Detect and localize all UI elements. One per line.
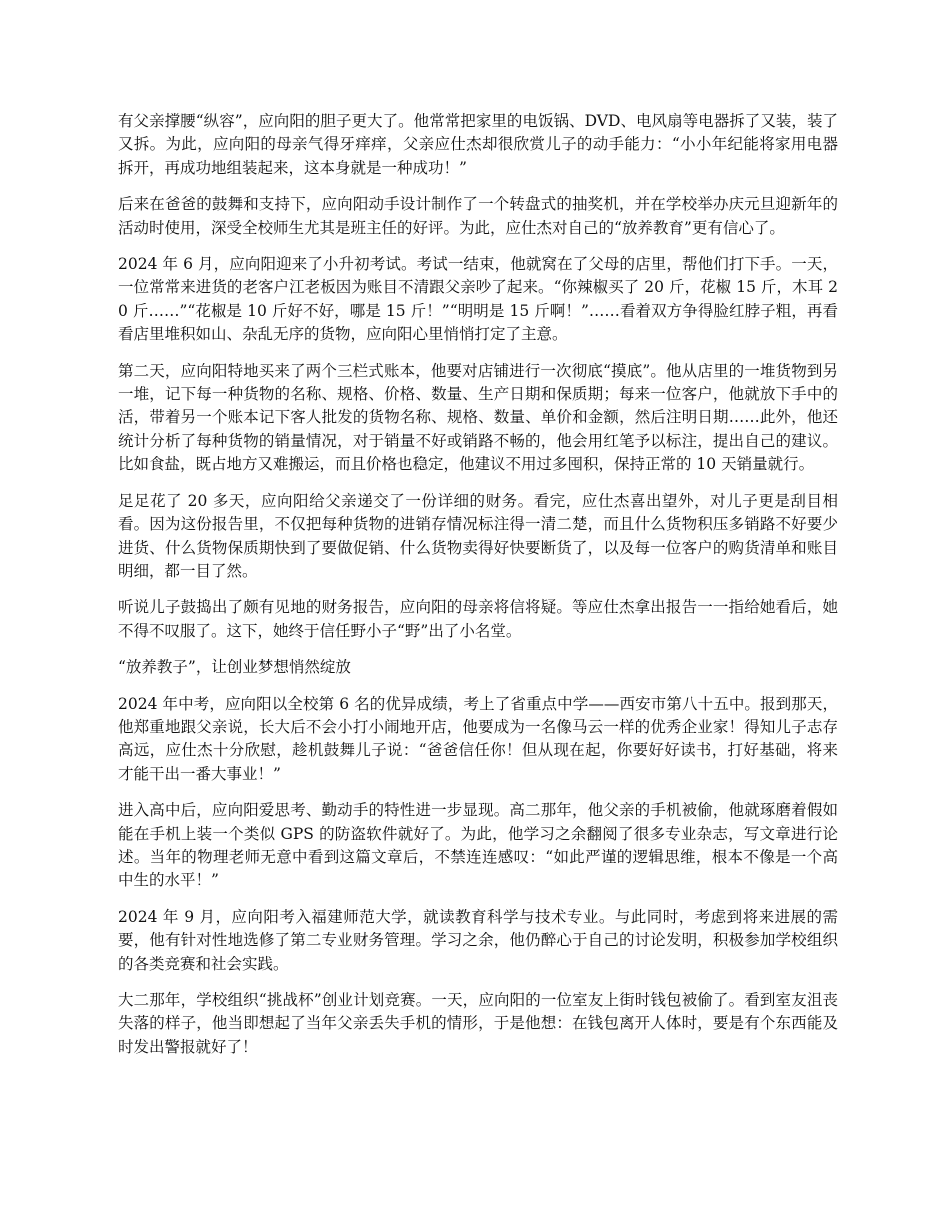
paragraph-3: 2024 年 6 月，应向阳迎来了小升初考试。考试一结束，他就窝在了父母的店里，帮他们打下手。一天，一位常常来进货的老客户江老板因为账目不清跟父亲吵了起来。“你辣椒买了 20 斤，花椒 15 斤，木耳 20 斤……”“花椒是 10 斤好不好，哪是 15 斤！”“明明是 15 斤啊！”……看着双方争得脸红脖子粗，再看看店里堆积如山、杂乱无序的货物，应向阳心里悄悄打定了主意。: [118, 255, 838, 344]
paragraph-1: 有父亲撑腰“纵容”，应向阳的胆子更大了。他常常把家里的电饭锅、DVD、电风扇等电器拆了又装，装了又拆。为此，应向阳的母亲气得牙痒痒，父亲应仕杰却很欣赏儿子的动手能力：“小小年纪能将家用电器拆开，再成功地组装起来，这本身就是一种成功！”: [118, 112, 838, 177]
paragraph-2: 后来在爸爸的鼓舞和支持下，应向阳动手设计制作了一个转盘式的抽奖机，并在学校举办庆元旦迎新年的活动时使用，深受全校师生尤其是班主任的好评。为此，应仕杰对自己的“放养教育”更有信心了。: [118, 195, 838, 237]
section-heading: “放养教子”，让创业梦想悄然绽放: [118, 658, 351, 677]
paragraph-8: 进入高中后，应向阳爱思考、勤动手的特性进一步显现。高二那年，他父亲的手机被偷，他就琢磨着假如能在手机上装一个类似 GPS 的防盗软件就好了。为此，他学习之余翻阅了很多专业杂志，写文章进行论述。当年的物理老师无意中看到这篇文章后，不禁连连感叹：“如此严谨的逻辑思维，根本不像是一个高中生的水平！”: [118, 801, 838, 890]
paragraph-10: 大二那年，学校组织“挑战杯”创业计划竞赛。一天，应向阳的一位室友上街时钱包被偷了。看到室友沮丧失落的样子，他当即想起了当年父亲丢失手机的情形，于是他想：在钱包离开人体时，要是有个东西能及时发出警报就好了！: [118, 991, 838, 1056]
paragraph-7: 2024 年中考，应向阳以全校第 6 名的优异成绩，考上了省重点中学——西安市第八十五中。报到那天，他郑重地跟父亲说，长大后不会小打小闹地开店，他要成为一名像马云一样的优秀企业家！得知儿子志存高远，应仕杰十分欣慰，趁机鼓舞儿子说：“爸爸信任你！但从现在起，你要好好读书，打好基础，将来才能干出一番大事业！”: [118, 694, 838, 783]
paragraph-9: 2024 年 9 月，应向阳考入福建师范大学，就读教育科学与技术专业。与此同时，考虑到将来进展的需要，他有针对性地选修了第二专业财务管理。学习之余，他仍醉心于自己的讨论发明，积极参加学校组织的各类竞赛和社会实践。: [118, 907, 838, 973]
paragraph-5: 足足花了 20 多天，应向阳给父亲递交了一份详细的财务。看完，应仕杰喜出望外，对儿子更是刮目相看。因为这份报告里，不仅把每种货物的进销存情况标注得一清二楚，而且什么货物积压多销路不好要少进货、什么货物保质期快到了要做促销、什么货物卖得好快要断货了，以及每一位客户的购货清单和账目明细，都一目了然。: [118, 491, 838, 580]
paragraph-4: 第二天，应向阳特地买来了两个三栏式账本，他要对店铺进行一次彻底“摸底”。他从店里的一堆货物到另一堆，记下每一种货物的名称、规格、价格、数量、生产日期和保质期；每来一位客户，他就放下手中的活，带着另一个账本记下客人批发的货物名称、规格、数量、单价和金额，然后注明日期……此外，他还统计分析了每种货物的销量情况，对于销量不好或销路不畅的，他会用红笔予以标注，提出自己的建议。比如食盐，既占地方又难搬运，而且价格也稳定，他建议不用过多囤积，保持正常的 10 天销量就行。: [118, 361, 838, 474]
paragraph-6: 听说儿子鼓捣出了颇有见地的财务报告，应向阳的母亲将信将疑。等应仕杰拿出报告一一指给她看后，她不得不叹服了。这下，她终于信任野小子“野”出了小名堂。: [118, 598, 838, 640]
